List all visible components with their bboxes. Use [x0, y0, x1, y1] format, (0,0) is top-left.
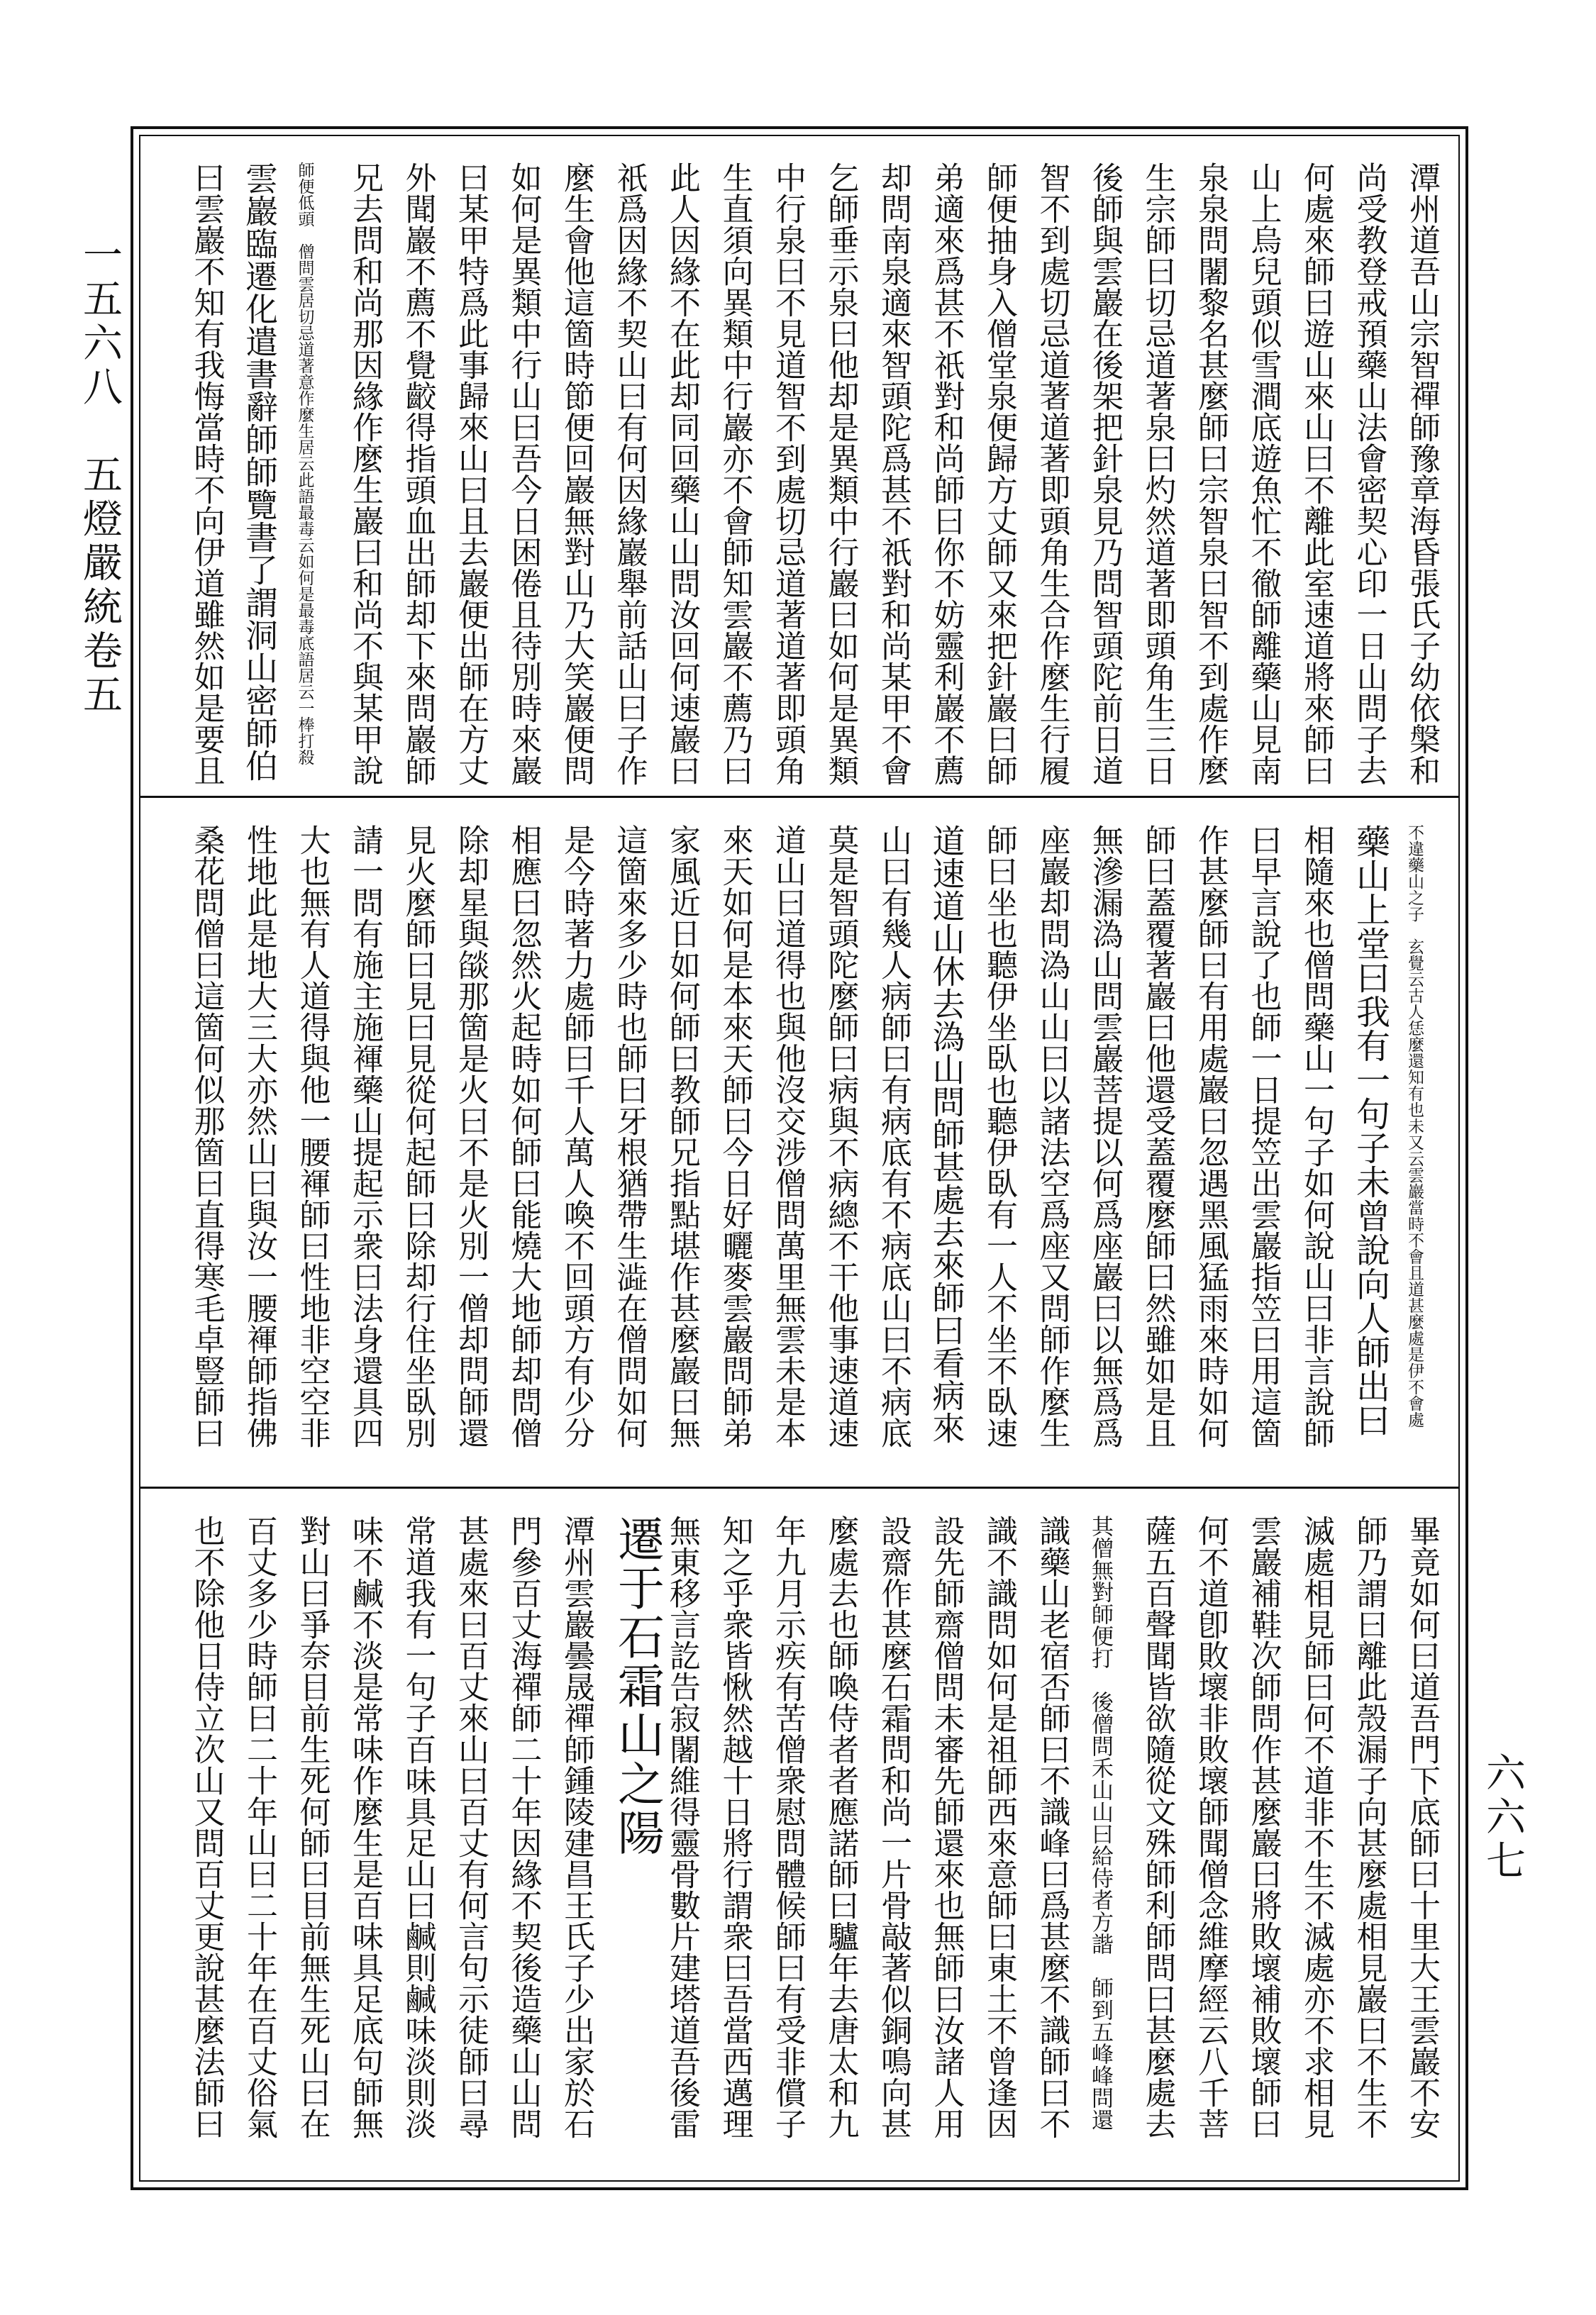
text-column: 兄去問和尚那因緣作麼生巖曰和尚不與某甲說 [347, 162, 383, 786]
text-column: 無東移言訖告寂闍維得靈骨數片建塔道吾後雷 [664, 1515, 700, 2139]
text-column: 却問南泉適來智頭陀爲甚不祇對和尚某甲不會 [875, 162, 911, 786]
page-header-left: 一五六八 五燈嚴統卷五 [77, 234, 123, 718]
text-column: 師曰坐也聽伊坐臥也聽伊臥有一人不坐不臥速 [981, 824, 1017, 1448]
text-column: 莫是智頭陀麼師曰病與不病總不干他事速道速 [822, 824, 859, 1448]
text-column: 此人因緣不在此却同回藥山山問汝回何速巖曰 [664, 162, 700, 786]
text-column: 如何是異類中行山曰吾今日困倦且待別時來巖 [505, 162, 542, 786]
text-column: 智不到處切忌道著道著即頭角生合作麼生行履 [1033, 162, 1070, 786]
text-column: 遷于石霜山之陽 [609, 1515, 665, 1858]
text-column: 祇爲因緣不契山曰有何因緣巖舉前話山曰子作 [611, 162, 648, 786]
text-column: 山上烏兒頭似雪澗底遊魚忙不徹師離藥山見南 [1245, 162, 1282, 786]
page-number-right: 六六七 [1480, 1752, 1526, 1884]
text-column: 外聞巖不薦不覺齩得指頭血出師却下來問巖師 [399, 162, 436, 786]
text-column: 除却星與燄那箇是火曰不是火別一僧却問師還 [453, 824, 489, 1448]
text-column: 也不除他日侍立次山又問百丈更說甚麼法師曰 [188, 1515, 225, 2139]
text-column: 尚受教登戒預藥山法會密契心印一日山問子去 [1351, 162, 1387, 786]
text-column: 師便抽身入僧堂泉便歸方丈師又來把針巖曰師 [981, 162, 1017, 786]
text-column: 潭州道吾山宗智禪師豫章海昏張氏子幼依槃和 [1404, 162, 1440, 786]
text-column: 何不道卽敗壞非敗壞師聞僧念維摩經云八千菩 [1192, 1515, 1229, 2139]
text-column: 曰某甲特爲此事歸來山曰且去巖便出師在方丈 [453, 162, 489, 786]
text-column: 曰雲巖不知有我悔當時不向伊道雖然如是要且 [188, 162, 225, 786]
text-column: 作甚麼師曰有用處巖曰忽遇黑風猛雨來時如何 [1192, 824, 1229, 1448]
text-column: 滅處相見師曰何不道非不生不滅處亦不求相見 [1298, 1515, 1334, 2139]
text-column: 是今時著力處師曰千人萬人喚不回頭方有少分 [558, 824, 594, 1448]
text-column: 畢竟如何曰道吾門下底師曰十里大王雲巖不安 [1404, 1515, 1440, 2139]
text-column: 大也無有人道得與他一腰褌師曰性地非空空非 [294, 824, 331, 1448]
text-column: 山曰有幾人病師曰有病底有不病底山曰不病底 [875, 824, 911, 1448]
text-column: 藥山上堂曰我有一句子未曾說向人師出曰 [1350, 824, 1390, 1437]
text-column: 設先師齋僧問未審先師還來也無師曰汝諸人用 [928, 1515, 965, 2139]
register-divider-1 [139, 796, 1460, 798]
text-column: 麼處去也師喚侍者者應諾師曰驢年去唐太和九 [822, 1515, 859, 2139]
register-divider-2 [139, 1487, 1460, 1489]
text-column: 甚處來曰百丈來山曰百丈有何言句示徒師曰尋 [453, 1515, 489, 2139]
text-column: 對山曰爭奈目前生死何師曰目前無生死山曰在 [294, 1515, 331, 2139]
text-column: 相隨來也僧問藥山一句子如何說山曰非言說師 [1298, 824, 1334, 1448]
text-column: 家風近日如何師曰教師兄指點堪作甚麼巖曰無 [664, 824, 700, 1448]
text-column: 相應曰忽然火起時如何師曰能燒大地師却問僧 [505, 824, 542, 1448]
text-column: 師便低頭 僧問雲居切忌道著意作麼生居云此語最毒云如何是最毒底語居云一棒打殺 [295, 162, 314, 765]
text-column: 無滲漏溈山問雲巖菩提以何爲座巖曰以無爲爲 [1087, 824, 1123, 1448]
text-column: 何處來師曰遊山來山曰不離此室速道將來師曰 [1298, 162, 1334, 786]
text-column: 道速道山休去溈山問師甚處去來師曰看病來 [927, 824, 966, 1444]
text-column: 請一問有施主施褌藥山提起示衆曰法身還具四 [347, 824, 383, 1448]
text-column: 曰早言說了也師一日提笠出雲巖指笠曰用這箇 [1245, 824, 1282, 1448]
text-column: 弟適來爲甚不祇對和尚師曰你不妨靈利巖不薦 [928, 162, 965, 786]
text-column: 其僧無對師便打 後僧問禾山山曰給侍者方諧 師到五峰峰問還 [1087, 1515, 1113, 2131]
text-column: 識藥山老宿否師曰不識峰曰爲甚麼不識師曰不 [1033, 1515, 1070, 2139]
text-column: 門參百丈海禪師二十年因緣不契後造藥山山問 [505, 1515, 542, 2139]
text-column: 來天如何是本來天師曰今日好曬麥雲巖問師弟 [716, 824, 753, 1448]
text-column: 常道我有一句子百味具足山曰鹹則鹹味淡則淡 [399, 1515, 436, 2139]
text-column: 潭州雲巖曇晟禪師鍾陵建昌王氏子少出家於石 [558, 1515, 594, 2139]
text-column: 乞師垂示泉曰他却是異類中行巖曰如何是異類 [822, 162, 859, 786]
text-column: 性地此是地大三大亦然山曰與汝一腰褌師指佛 [241, 824, 277, 1448]
text-column: 薩五百聲聞皆欲隨從文殊師利師問曰甚麼處去 [1139, 1515, 1176, 2139]
text-column: 後師與雲巖在後架把針泉見乃問智頭陀前日道 [1087, 162, 1123, 786]
text-column: 師曰蓋覆著巖曰他還受蓋覆麼師曰然雖如是且 [1139, 824, 1176, 1448]
text-column: 雲巖臨遷化遣書辭師師覽書了謂洞山密師伯 [240, 162, 279, 782]
text-column: 泉泉問闍黎名甚麼師曰宗智泉曰智不到處作麼 [1192, 162, 1229, 786]
text-column: 道山曰道得也與他沒交涉僧問萬里無雲未是本 [770, 824, 806, 1448]
text-column: 味不鹹不淡是常味作麼生是百味具足底句師無 [347, 1515, 383, 2139]
text-column: 設齋作甚麼石霜問和尚一片骨敲著似銅鳴向甚 [875, 1515, 911, 2139]
text-column: 知之乎衆皆愀然越十日將行謂衆曰吾當西邁理 [716, 1515, 753, 2139]
text-column: 見火麼師曰見曰見從何起師曰除却行住坐臥別 [399, 824, 436, 1448]
text-column: 識不識問如何是祖師西來意師曰東土不曾逢因 [981, 1515, 1017, 2139]
text-column: 座巖却問溈山山曰以諸法空爲座又問師作麼生 [1033, 824, 1070, 1448]
text-column: 師乃謂曰離此殼漏子向甚麼處相見巖曰不生不 [1351, 1515, 1387, 2139]
text-column: 百丈多少時師曰二十年山曰二十年在百丈俗氣 [241, 1515, 277, 2139]
text-column: 桑花問僧曰這箇何似那箇曰直得寒毛卓豎師曰 [188, 824, 225, 1448]
text-column: 生直須向異類中行巖亦不會師知雲巖不薦乃曰 [716, 162, 753, 786]
text-column: 中行泉曰不見道智不到處切忌道著道著即頭角 [770, 162, 806, 786]
text-column: 年九月示疾有苦僧衆慰問體候師曰有受非償子 [770, 1515, 806, 2139]
text-column: 雲巖補鞋次師問作甚麼巖曰將敗壞補敗壞師曰 [1245, 1515, 1282, 2139]
text-column: 不違藥山之子 玄覺云古人恁麼還知有也未又云雲巖當時不會且道甚麼處是伊不會處 [1405, 824, 1424, 1428]
text-column: 這箇來多少時也師曰牙根猶帶生澁在僧問如何 [611, 824, 648, 1448]
text-column: 生宗師曰切忌道著泉曰灼然道著即頭角生三日 [1139, 162, 1176, 786]
text-column: 麼生會他這箇時節便回巖無對山乃大笑巖便問 [558, 162, 594, 786]
